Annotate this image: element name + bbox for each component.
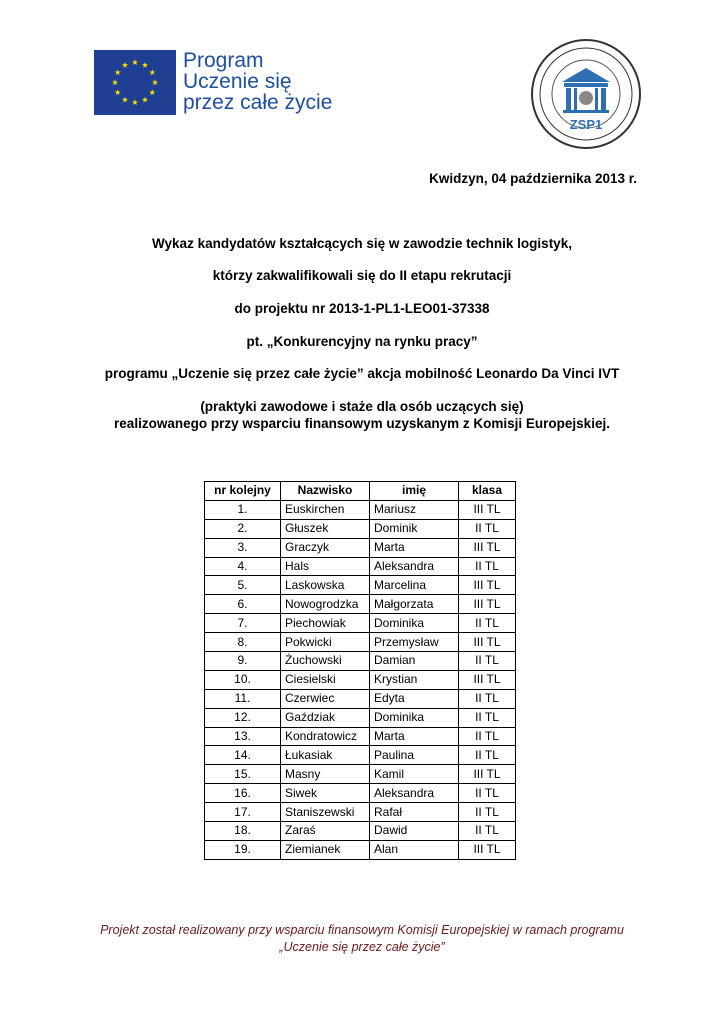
cell-imie: Marta (370, 727, 459, 746)
table-row (205, 689, 516, 708)
cell-imie: Mariusz (370, 500, 459, 519)
table-row (205, 614, 516, 633)
cell-klasa: III TL (459, 576, 516, 595)
cell-nazwisko: Siwek (281, 784, 370, 803)
footer-line-1: Projekt został realizowany przy wsparciu finansowym Komisji Europejskiej w ramach programu (100, 923, 624, 937)
cell-nr: 14. (205, 746, 281, 765)
table-row (205, 727, 516, 746)
eu-star-icon (152, 79, 158, 85)
cell-nr: 10. (205, 670, 281, 689)
heading-line-1: Wykaz kandydatów kształcących się w zawodzie technik logistyk, (152, 236, 572, 251)
cell-imie: Marcelina (370, 576, 459, 595)
column-header-klasa: klasa (459, 482, 516, 501)
cell-imie: Paulina (370, 746, 459, 765)
cell-imie: Marta (370, 538, 459, 557)
program-logo-text (183, 50, 332, 113)
eu-star-icon (142, 62, 148, 68)
cell-klasa: III TL (459, 595, 516, 614)
cell-nr: 8. (205, 633, 281, 652)
cell-imie: Dominik (370, 519, 459, 538)
cell-nazwisko: Żuchowski (281, 652, 370, 671)
heading-line-6: (praktyki zawodowe i staże dla osób uczących się) (200, 399, 524, 414)
table-row (205, 840, 516, 859)
eu-flag-logo (94, 50, 176, 115)
cell-nazwisko: Graczyk (281, 538, 370, 557)
table-row (205, 500, 516, 519)
eu-star-icon (122, 62, 128, 68)
table-row (205, 519, 516, 538)
cell-imie: Alan (370, 840, 459, 859)
heading-line-4: pt. „Konkurencyjny na rynku pracy” (246, 334, 478, 349)
cell-klasa: II TL (459, 708, 516, 727)
eu-star-icon (149, 89, 155, 95)
cell-klasa: III TL (459, 765, 516, 784)
cell-nr: 9. (205, 652, 281, 671)
column-header-imie: imię (370, 482, 459, 501)
cell-nazwisko: Hals (281, 557, 370, 576)
eu-star-icon (142, 97, 148, 103)
heading-line-3: do projektu nr 2013-1-PL1-LEO01-37338 (234, 301, 490, 316)
footer-line-2: „Uczenie się przez całe życie” (279, 940, 445, 954)
cell-nazwisko: Euskirchen (281, 500, 370, 519)
cell-nazwisko: Głuszek (281, 519, 370, 538)
cell-nr: 6. (205, 595, 281, 614)
table-row (205, 708, 516, 727)
cell-nazwisko: Kondratowicz (281, 727, 370, 746)
column-header-nazwisko: Nazwisko (281, 482, 370, 501)
heading-line-7: realizowanego przy wsparciu finansowym uzyskanym z Komisji Europejskiej. (114, 416, 610, 431)
school-seal-logo (530, 38, 642, 150)
eu-star-icon (122, 97, 128, 103)
cell-nr: 18. (205, 822, 281, 841)
cell-klasa: III TL (459, 538, 516, 557)
footer-note (0, 922, 724, 956)
cell-nazwisko: Ciesielski (281, 670, 370, 689)
heading-line-2: którzy zakwalifikowali się do II etapu rekrutacji (212, 268, 512, 283)
cell-nazwisko: Laskowska (281, 576, 370, 595)
eu-star-icon (112, 79, 118, 85)
cell-imie: Dawid (370, 822, 459, 841)
cell-klasa: II TL (459, 803, 516, 822)
cell-nr: 13. (205, 727, 281, 746)
eu-star-icon (149, 69, 155, 75)
cell-klasa: III TL (459, 840, 516, 859)
table-row (205, 538, 516, 557)
cell-nazwisko: Ziemianek (281, 840, 370, 859)
program-logo-line-1: Program (183, 49, 264, 72)
cell-klasa: II TL (459, 689, 516, 708)
cell-nazwisko: Piechowiak (281, 614, 370, 633)
heading-line-5: programu „Uczenie się przez całe życie” akcja mobilność Leonardo Da Vinci IVT (104, 366, 620, 381)
cell-imie: Kamil (370, 765, 459, 784)
cell-nr: 5. (205, 576, 281, 595)
cell-nazwisko: Czerwiec (281, 689, 370, 708)
eu-stars-icon (94, 50, 176, 115)
eu-star-icon (115, 69, 121, 75)
cell-imie: Dominika (370, 614, 459, 633)
cell-klasa: II TL (459, 519, 516, 538)
cell-imie: Rafał (370, 803, 459, 822)
cell-imie: Małgorzata (370, 595, 459, 614)
table-row (205, 595, 516, 614)
cell-nr: 19. (205, 840, 281, 859)
table-row (205, 633, 516, 652)
cell-klasa: II TL (459, 822, 516, 841)
cell-nr: 12. (205, 708, 281, 727)
program-logo-line-2: Uczenie się (183, 70, 292, 93)
cell-imie: Damian (370, 652, 459, 671)
cell-nr: 2. (205, 519, 281, 538)
table-row (205, 803, 516, 822)
cell-klasa: II TL (459, 746, 516, 765)
table-row (205, 652, 516, 671)
table-row (205, 557, 516, 576)
cell-imie: Przemysław (370, 633, 459, 652)
table-row (205, 576, 516, 595)
table-header-row (205, 482, 516, 501)
cell-klasa: III TL (459, 500, 516, 519)
cell-klasa: II TL (459, 784, 516, 803)
program-logo-line-3: przez całe życie (183, 91, 333, 114)
table-body (205, 500, 516, 859)
cell-imie: Edyta (370, 689, 459, 708)
cell-nazwisko: Gaździak (281, 708, 370, 727)
eu-star-icon (132, 59, 138, 65)
cell-klasa: II TL (459, 652, 516, 671)
document-date: Kwidzyn, 04 października 2013 r. (429, 171, 637, 186)
cell-imie: Aleksandra (370, 557, 459, 576)
cell-nr: 17. (205, 803, 281, 822)
cell-nr: 15. (205, 765, 281, 784)
cell-imie: Krystian (370, 670, 459, 689)
cell-klasa: III TL (459, 670, 516, 689)
cell-nazwisko: Pokwicki (281, 633, 370, 652)
seal-text: ZSP1 (569, 117, 603, 132)
cell-klasa: II TL (459, 557, 516, 576)
table-row (205, 784, 516, 803)
cell-klasa: III TL (459, 633, 516, 652)
eu-star-icon (115, 89, 121, 95)
cell-nr: 3. (205, 538, 281, 557)
table-row (205, 670, 516, 689)
cell-imie: Aleksandra (370, 784, 459, 803)
cell-nazwisko: Łukasiak (281, 746, 370, 765)
cell-nr: 16. (205, 784, 281, 803)
cell-nazwisko: Zaraś (281, 822, 370, 841)
cell-nr: 1. (205, 500, 281, 519)
cell-nr: 11. (205, 689, 281, 708)
cell-nazwisko: Nowogrodzka (281, 595, 370, 614)
table-row (205, 822, 516, 841)
cell-imie: Dominika (370, 708, 459, 727)
eu-star-icon (132, 99, 138, 105)
candidates-table (204, 481, 516, 860)
cell-nr: 7. (205, 614, 281, 633)
table-row (205, 765, 516, 784)
cell-klasa: II TL (459, 727, 516, 746)
cell-nazwisko: Masny (281, 765, 370, 784)
table-row (205, 746, 516, 765)
cell-klasa: II TL (459, 614, 516, 633)
cell-nr: 4. (205, 557, 281, 576)
cell-nazwisko: Staniszewski (281, 803, 370, 822)
column-header-nr: nr kolejny (205, 482, 281, 501)
